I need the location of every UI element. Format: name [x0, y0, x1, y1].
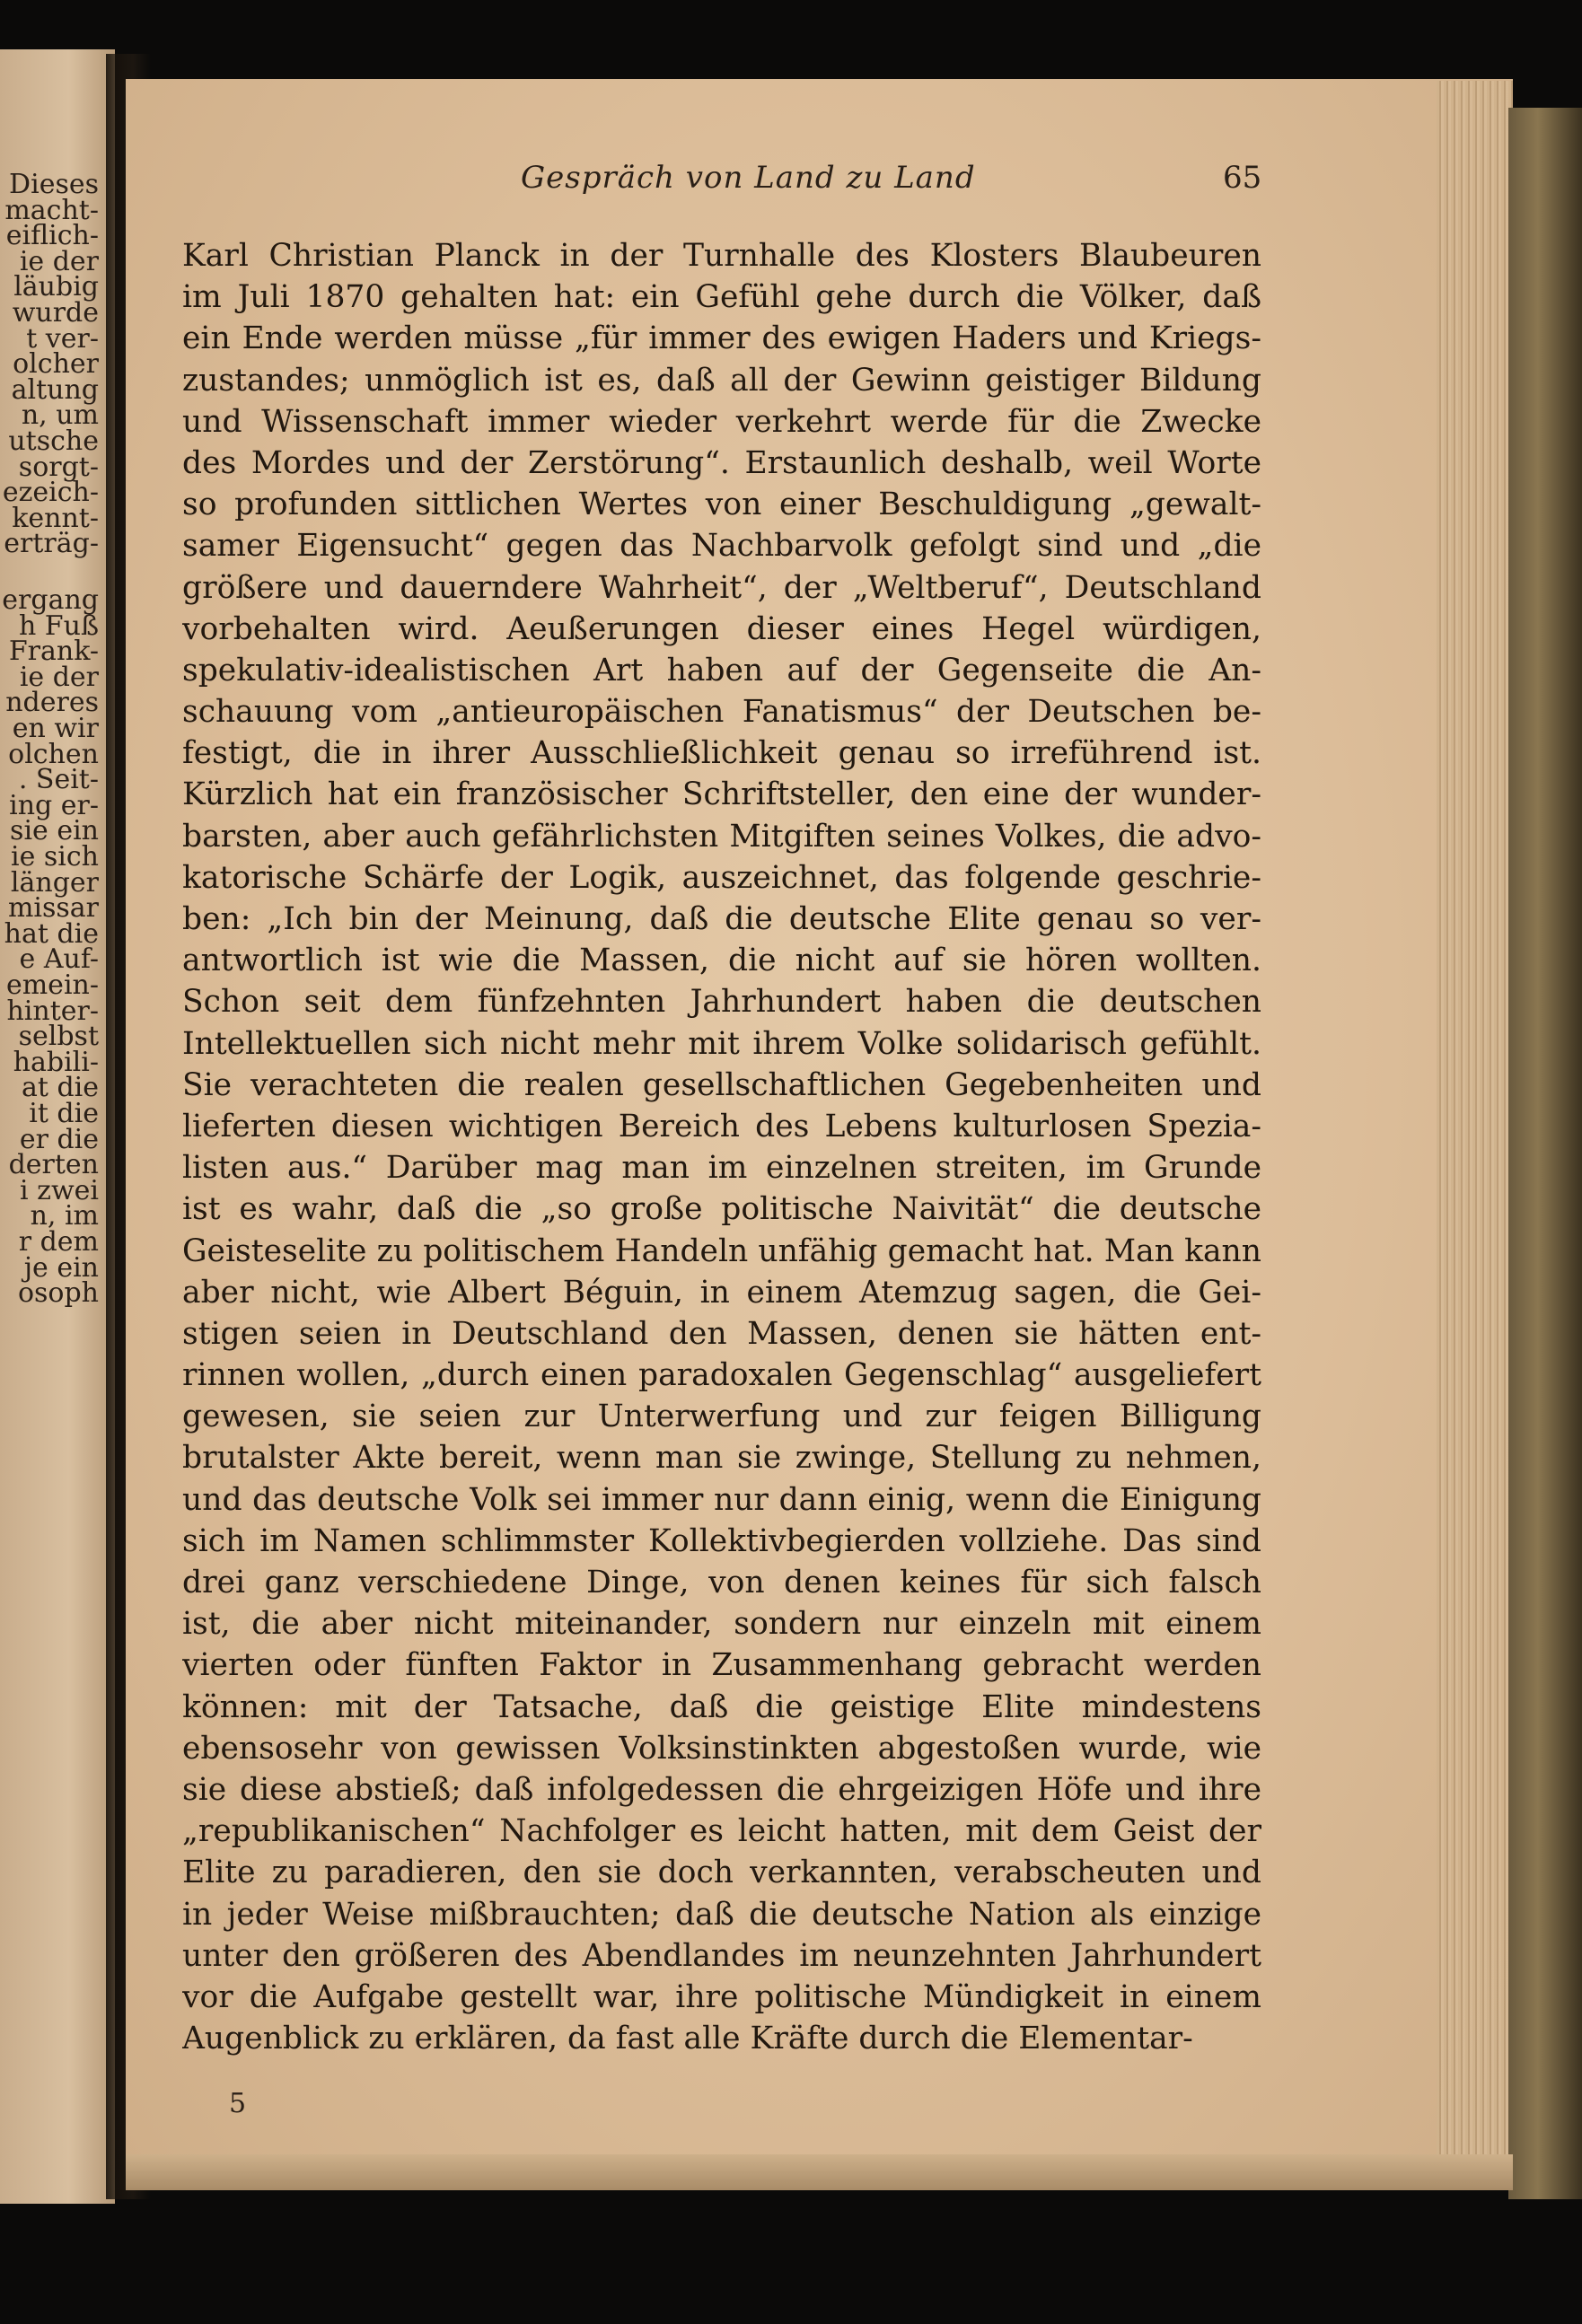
text-line: können: mit der Tatsache, daß die geistige Elite mindestens: [182, 1688, 1261, 1725]
previous-page-fragment: läubig: [13, 271, 99, 303]
text-line: Sie verachteten die realen gesellschaftlichen Gegebenheiten und: [182, 1066, 1261, 1103]
text-line: ist es wahr, daß die „so große politische Naivität“ die deutsche: [182, 1191, 1261, 1228]
previous-page-fragment: ie der: [19, 661, 99, 693]
previous-page-fragment: missar: [7, 892, 99, 925]
text-line: Intellektuellen sich nicht mehr mit ihrem Volke solidarisch gefühlt.: [182, 1025, 1261, 1062]
previous-page-fragment: sie ein: [10, 815, 99, 847]
text-line: schauung vom „antieuropäischen Fanatismus“ der Deutschen be-: [182, 694, 1261, 731]
previous-page-fragment: nderes: [5, 687, 99, 719]
text-line: unter den größeren des Abendlandes im neunzehnten Jahrhundert: [182, 1937, 1261, 1974]
previous-page-fragment: selbst: [18, 1021, 99, 1053]
text-line: lieferten diesen wichtigen Bereich des Lebens kulturlosen Spezia-: [182, 1108, 1261, 1144]
text-line: sie diese abstieß; daß infolgedessen die ehrgeizigen Höfe und ihre: [182, 1771, 1261, 1808]
previous-page-fragment: wurde: [12, 297, 99, 329]
previous-page-fragment: it die: [29, 1098, 99, 1129]
text-line: katorische Schärfe der Logik, auszeichnet, das folgende geschrie-: [182, 859, 1261, 896]
text-line: und das deutsche Volk sei immer nur dann einig, wenn die Einigung: [182, 1481, 1261, 1518]
previous-page-fragment: erträg-: [4, 528, 99, 560]
previous-page-fragment: je ein: [23, 1251, 99, 1284]
previous-page-fragment: n, um: [21, 399, 99, 432]
previous-page-fragment: ie der: [19, 245, 99, 277]
previous-page-fragment: osoph: [17, 1277, 99, 1310]
previous-page-fragment: er die: [19, 1123, 99, 1155]
text-line: gewesen, sie seien zur Unterwerfung und zur feigen Billigung: [182, 1399, 1261, 1435]
text-line: im Juli 1870 gehalten hat: ein Gefühl gehe durch die Völker, daß: [182, 279, 1261, 316]
previous-page-fragment: n, im: [30, 1200, 99, 1232]
text-line: stigen seien in Deutschland den Massen, denen sie hätten ent-: [182, 1315, 1261, 1352]
text-line: drei ganz verschiedene Dinge, von denen keines für sich falsch: [182, 1565, 1261, 1600]
text-line: so profunden sittlichen Wertes von einer Beschuldigung „gewalt-: [182, 487, 1261, 523]
text-line: größere und dauerndere Wahrheit“, der „Weltberuf“, Deutschland: [182, 569, 1261, 606]
previous-page-fragment: kennt-: [12, 502, 99, 534]
previous-page-fragment: emein-: [5, 969, 99, 1001]
text-line: ein Ende werden müsse „für immer des ewigen Haders und Kriegs-: [182, 320, 1261, 357]
previous-page-fragment: habili-: [13, 1046, 99, 1078]
text-line: Schon seit dem fünfzehnten Jahrhundert haben die deutschen: [182, 984, 1261, 1021]
previous-page-fragment: e Auf-: [19, 943, 99, 976]
previous-page-fragment: hat die: [4, 917, 99, 950]
text-line: des Mordes und der Zerstörung“. Erstaunlich deshalb, weil Worte: [182, 444, 1261, 481]
text-line: Kürzlich hat ein französischer Schriftsteller, den eine der wunder-: [182, 776, 1261, 813]
text-line: samer Eigensucht“ gegen das Nachbarvolk gefolgt sind und „die: [182, 528, 1261, 565]
text-line: vorbehalten wird. Aeußerungen dieser eines Hegel würdigen,: [182, 610, 1261, 647]
previous-page-fragment: sorgt-: [18, 451, 99, 483]
previous-page-fragment: . Seit-: [18, 764, 99, 796]
text-line: ebensosehr von gewissen Volksinstinkten abgestoßen wurde, wie: [182, 1730, 1261, 1767]
page-stack-edge: [1437, 81, 1513, 2172]
previous-page-fragment: altung: [11, 373, 99, 406]
text-line: listen aus.“ Darüber mag man im einzelnen streiten, im Grunde: [182, 1150, 1261, 1187]
text-line: zustandes; unmöglich ist es, daß all der Gewinn geistiger Bildung: [182, 362, 1261, 399]
text-line: „republikanischen“ Nachfolger es leicht hatten, mit dem Geist der: [182, 1813, 1261, 1850]
text-line: Augenblick zu erklären, da fast alle Kräfte durch die Elementar-: [182, 2021, 1193, 2057]
previous-page-fragment: macht-: [4, 194, 99, 226]
running-head: Gespräch von Land zu Land: [521, 160, 976, 196]
text-line: Elite zu paradieren, den sie doch verkannten, verabscheuten und: [182, 1855, 1261, 1891]
previous-page-fragment: ezeich-: [2, 477, 99, 509]
previous-page-fragment: Frank-: [8, 636, 99, 668]
previous-page-fragment: r dem: [18, 1226, 99, 1258]
previous-page-fragment: ing er-: [9, 789, 99, 821]
previous-page-fragment: olcher: [13, 348, 99, 381]
previous-page-fragment: i zwei: [20, 1174, 99, 1206]
previous-page-fragment: ie sich: [11, 841, 99, 873]
text-line: aber nicht, wie Albert Béguin, in einem Atemzug sagen, die Gei-: [182, 1274, 1261, 1311]
previous-page-fragment: eiflich-: [5, 220, 99, 252]
text-line: barsten, aber auch gefährlichsten Mitgiften seines Volkes, die advo-: [182, 818, 1261, 855]
signature-mark: 5: [229, 2088, 247, 2119]
body-text: [182, 235, 1261, 2059]
previous-page-fragment: en wir: [12, 713, 99, 744]
book-cover-edge: [1508, 108, 1582, 2199]
text-line: rinnen wollen, „durch einen paradoxalen Gegenschlag“ ausgeliefert: [182, 1357, 1261, 1394]
text-line: antwortlich ist wie die Massen, die nicht auf sie hören wollten.: [182, 943, 1261, 979]
page-bottom-edge: [126, 2154, 1513, 2190]
text-line: vierten oder fünften Faktor in Zusammenhang gebracht werden: [182, 1647, 1261, 1684]
previous-page-fragment: olchen: [8, 738, 99, 770]
previous-page-fragment: at die: [21, 1072, 99, 1104]
previous-page-fragment: t ver-: [26, 322, 99, 355]
previous-page-fragment: Dieses: [9, 169, 99, 200]
text-line: ben: „Ich bin der Meinung, daß die deutsche Elite genau so ver-: [182, 901, 1261, 937]
previous-page-fragment: derten: [8, 1149, 99, 1181]
previous-page-edge: [0, 49, 115, 2204]
text-line: festigt, die in ihrer Ausschließlichkeit genau so irreführend ist.: [182, 735, 1261, 772]
previous-page-fragment: länger: [10, 866, 99, 899]
previous-page-fragment: utsche: [8, 425, 99, 457]
text-line: Karl Christian Planck in der Turnhalle des Klosters Blaubeuren: [182, 238, 1261, 274]
previous-page-fragment: hinter-: [6, 995, 99, 1027]
previous-page-fragment: ergang: [2, 584, 99, 616]
previous-page-fragment: h Fuß: [18, 610, 99, 642]
text-line: sich im Namen schlimmster Kollektivbegierden vollziehe. Das sind: [182, 1522, 1261, 1559]
text-line: vor die Aufgabe gestellt war, ihre politische Mündigkeit in einem: [182, 1978, 1261, 2015]
text-line: brutalster Akte bereit, wenn man sie zwinge, Stellung zu nehmen,: [182, 1440, 1261, 1477]
text-line: spekulativ-idealistischen Art haben auf der Gegenseite die An-: [182, 652, 1261, 688]
text-line: ist, die aber nicht miteinander, sondern nur einzeln mit einem: [182, 1606, 1261, 1643]
page-number: 65: [1223, 160, 1262, 196]
text-line: in jeder Weise mißbrauchten; daß die deutsche Nation als einzige: [182, 1896, 1261, 1933]
text-line: Geisteselite zu politischem Handeln unfähig gemacht hat. Man kann: [182, 1232, 1261, 1269]
text-line: und Wissenschaft immer wieder verkehrt werde für die Zwecke: [182, 403, 1261, 440]
